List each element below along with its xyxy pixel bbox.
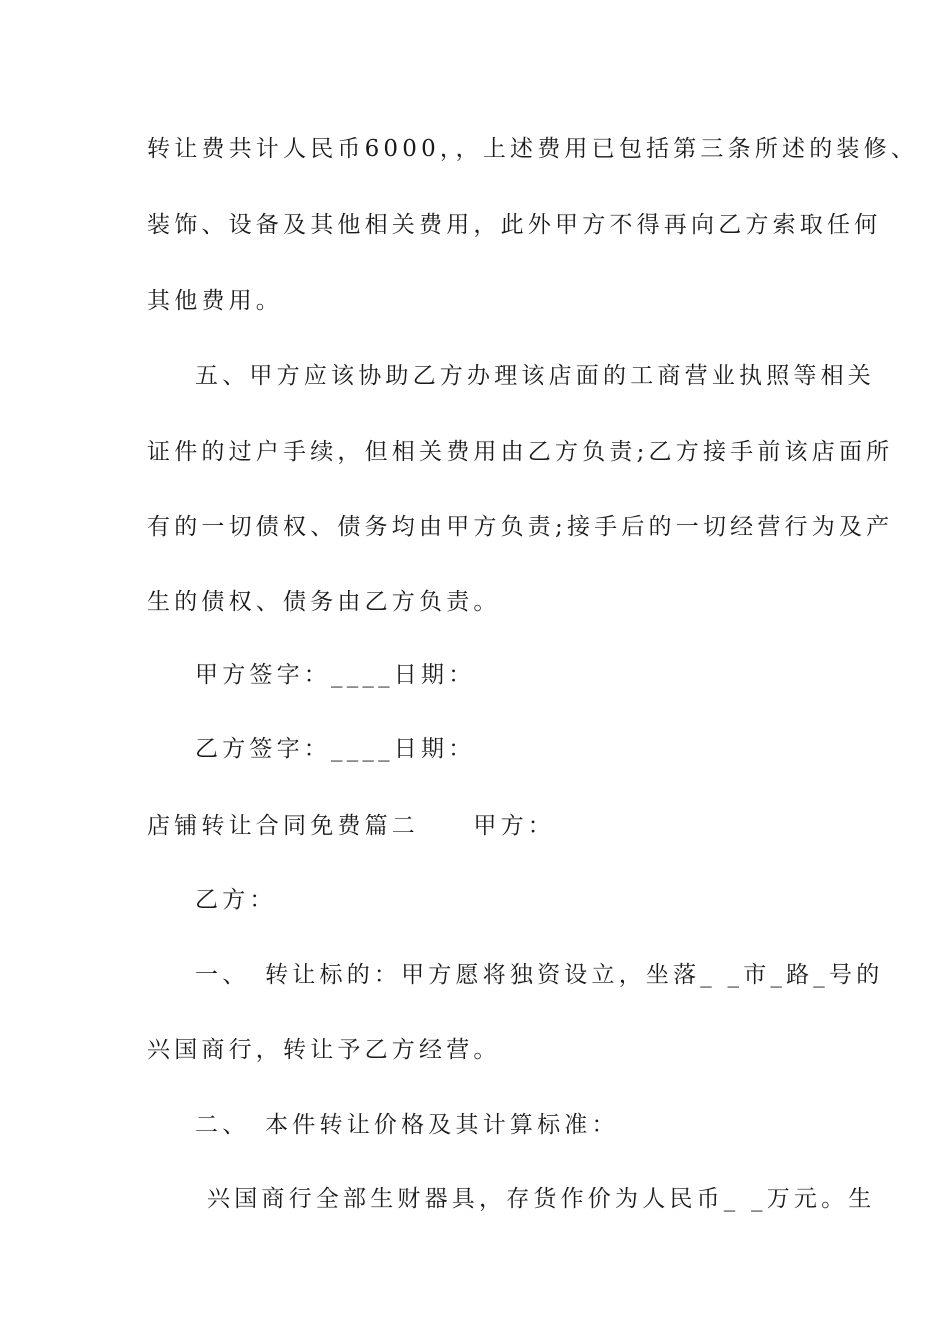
paragraph-line: 生的债权、债务由乙方负责。: [147, 589, 501, 615]
party-b-label: 乙方：: [195, 887, 277, 913]
paragraph-line: 其他费用。: [147, 288, 283, 314]
clause-line: 兴国商行全部生财器具，存货作价为人民币_ _万元。生: [207, 1186, 876, 1212]
clause-line: 一、 转让标的：甲方愿将独资设立，坐落_ _市_路_号的: [195, 962, 884, 988]
paragraph-line: 装饰、设备及其他相关费用，此外甲方不得再向乙方索取任何: [147, 212, 882, 238]
signature-line-party-a: 甲方签字：____日期：: [195, 662, 476, 688]
clause-line: 二、 本件转让价格及其计算标准：: [195, 1112, 619, 1138]
clause-line: 兴国商行，转让予乙方经营。: [147, 1037, 501, 1063]
paragraph-line: 有的一切债权、债务均由甲方负责;接手后的一切经营行为及产: [147, 514, 894, 540]
section-heading: 店铺转让合同免费篇二 甲方：: [147, 813, 555, 839]
paragraph-line: 证件的过户手续，但相关费用由乙方负责;乙方接手前该店面所: [147, 439, 894, 465]
paragraph-line: 转让费共计人民币6000，，上述费用已包括第三条所述的装修、: [147, 136, 919, 162]
paragraph-line: 五、甲方应该协助乙方办理该店面的工商营业执照等相关: [195, 363, 875, 389]
signature-line-party-b: 乙方签字：____日期：: [195, 736, 476, 762]
